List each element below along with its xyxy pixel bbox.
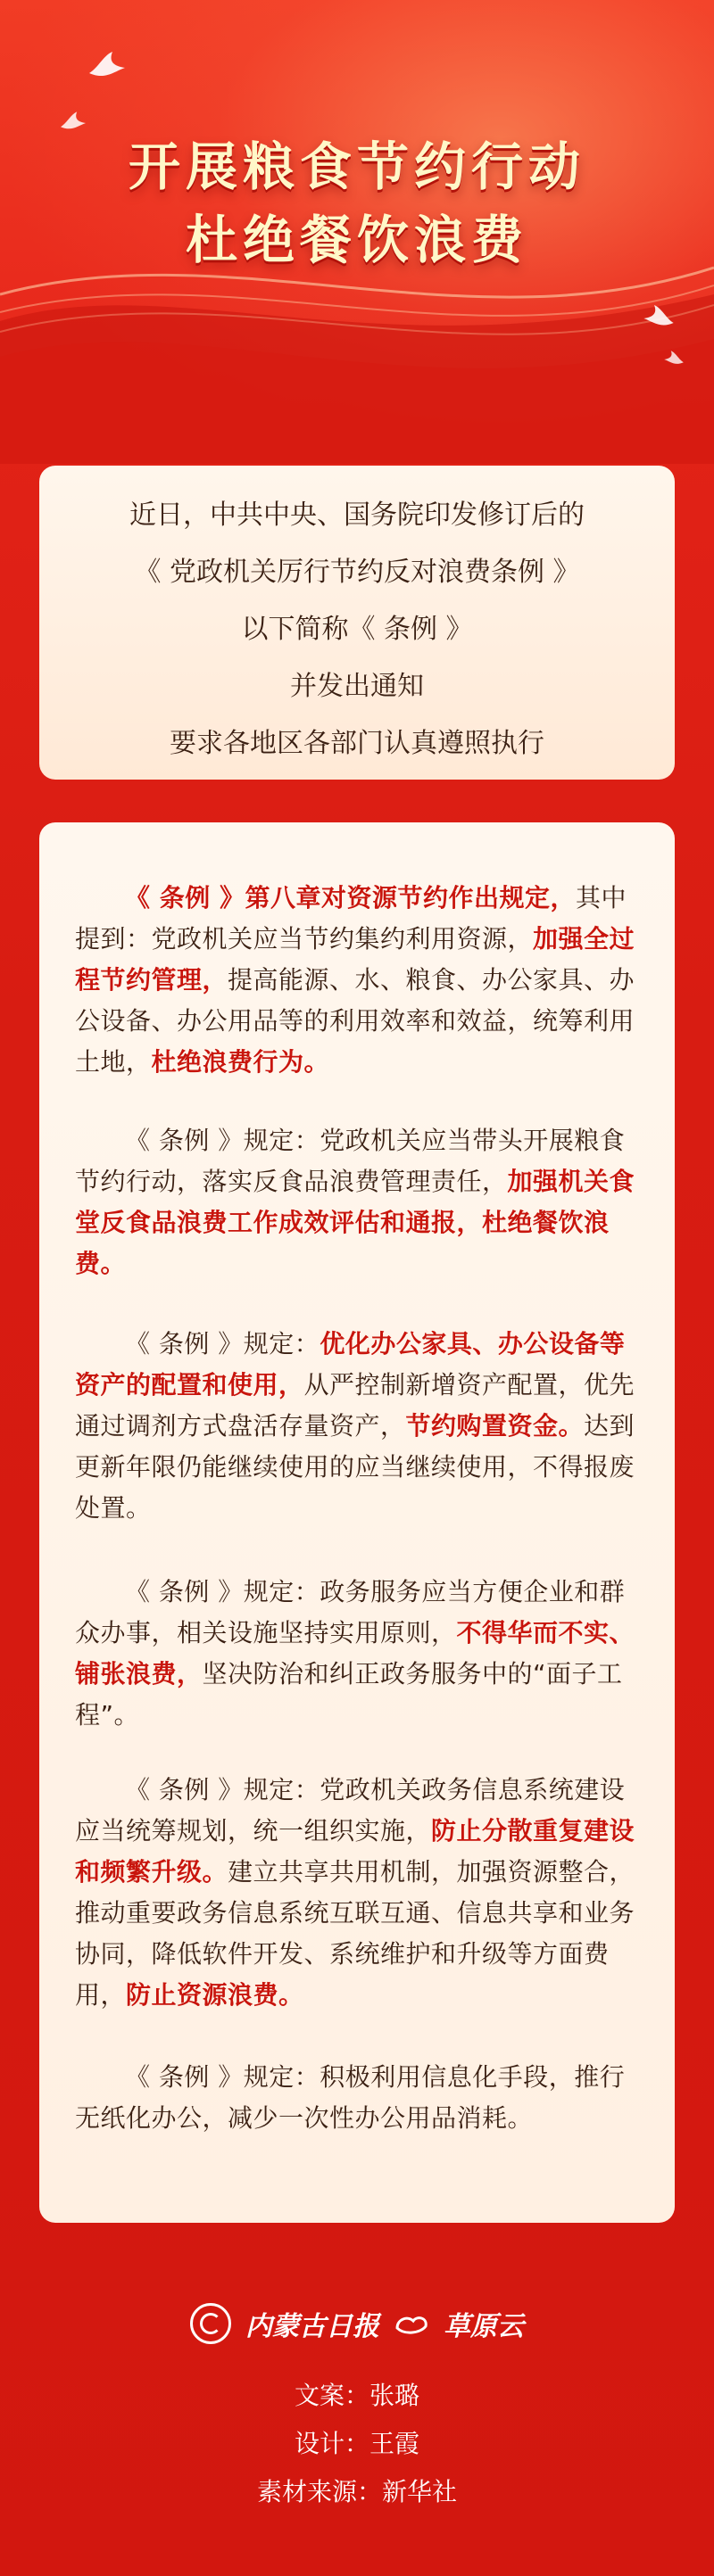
credit-copywriter: 文案：张璐 (294, 2381, 419, 2410)
cloud-logo-icon (394, 2310, 429, 2337)
body-text: 《 条例 》规定：积极利用信息化手段，推行无纸化办公，减少一次性办公用品消耗。 (75, 2062, 626, 2133)
body-text: 提高能源、水、粮食、办公家具、办公设备、办公用品等的利用效率和效益，统筹利用土地， (75, 965, 635, 1077)
article-paragraph (75, 1324, 637, 1529)
highlighted-text: 节约购置资金。 (405, 1411, 585, 1441)
highlighted-text: 杜绝浪费行为。 (151, 1047, 330, 1077)
content-card (39, 822, 675, 2223)
article-paragraph (75, 1120, 637, 1284)
article-paragraph (75, 878, 637, 1083)
article-paragraph (75, 2057, 637, 2139)
body-text: 《 条例 》规定：政务服务应当方便企业和群众办事，相关设施坚持实用原则， (75, 1577, 626, 1647)
intro-line: 要求各地区各部门认真遵照执行 (170, 728, 544, 759)
app-logo-text: 草原云 (444, 2311, 524, 2342)
hero-banner (0, 0, 714, 464)
intro-line: 以下简称《 条例 》 (241, 614, 473, 645)
highlighted-text: 不得华而不实、铺张浪费， (75, 1618, 635, 1688)
newspaper-logo-icon (190, 2303, 231, 2344)
body-text: 达到更新年限仍能继续使用的应当继续使用，不得报废处置。 (75, 1411, 635, 1523)
highlighted-text: 加强全过程节约管理， (75, 924, 635, 995)
page-title: 开展粮食节约行动 (128, 136, 585, 197)
publisher-logos (0, 2297, 714, 2350)
body-text: 《 条例 》规定： (125, 1329, 320, 1358)
dove-icon (662, 350, 685, 369)
credit-designer: 设计：王霞 (294, 2429, 419, 2458)
highlighted-text: 《 条例 》第八章对资源节约作出规定， (125, 883, 576, 912)
body-text: 《 条例 》规定：党政机关政务信息系统建设应当统筹规划，统一组织实施， (75, 1775, 626, 1845)
body-text: 坚决防治和纠正政务服务中的“面子工程”。 (75, 1659, 623, 1730)
body-text: 从严控制新增资产配置，优先通过调剂方式盘活存量资产， (75, 1370, 635, 1441)
body-text: 建立共享共用机制，加强资源整合，推动重要政务信息系统互联互通、信息共享和业务协同，降低软件开发、系统维护和升级等方面费用， (75, 1857, 635, 2010)
intro-line: 近日，中共中央、国务院印发修订后的 (129, 500, 585, 531)
intro-line: 《 党政机关厉行节约反对浪费条例 》 (134, 557, 580, 588)
body-text: 其中提到：党政机关应当节约集约利用资源， (75, 883, 627, 954)
article-paragraph (75, 1770, 637, 2016)
dove-icon (86, 50, 129, 86)
highlighted-text: 防止资源浪费。 (126, 1980, 304, 2010)
dove-icon (641, 303, 677, 334)
highlighted-text: 防止分散重复建设和频繁升级。 (75, 1816, 635, 1887)
page-subtitle: 杜绝餐饮浪费 (185, 210, 528, 270)
credit-source: 素材来源：新华社 (256, 2477, 457, 2506)
body-text: 《 条例 》规定：党政机关应当带头开展粮食节约行动，落实反食品浪费管理责任， (75, 1126, 626, 1196)
newspaper-logo-text: 内蒙古日报 (245, 2311, 379, 2342)
intro-card (39, 466, 675, 780)
intro-line: 并发出通知 (290, 671, 424, 702)
article-paragraph (75, 1572, 637, 1736)
highlighted-text: 加强机关食堂反食品浪费工作成效评估和通报，杜绝餐饮浪费。 (75, 1167, 635, 1278)
highlighted-text: 优化办公家具、办公设备等资产的配置和使用， (75, 1329, 626, 1399)
